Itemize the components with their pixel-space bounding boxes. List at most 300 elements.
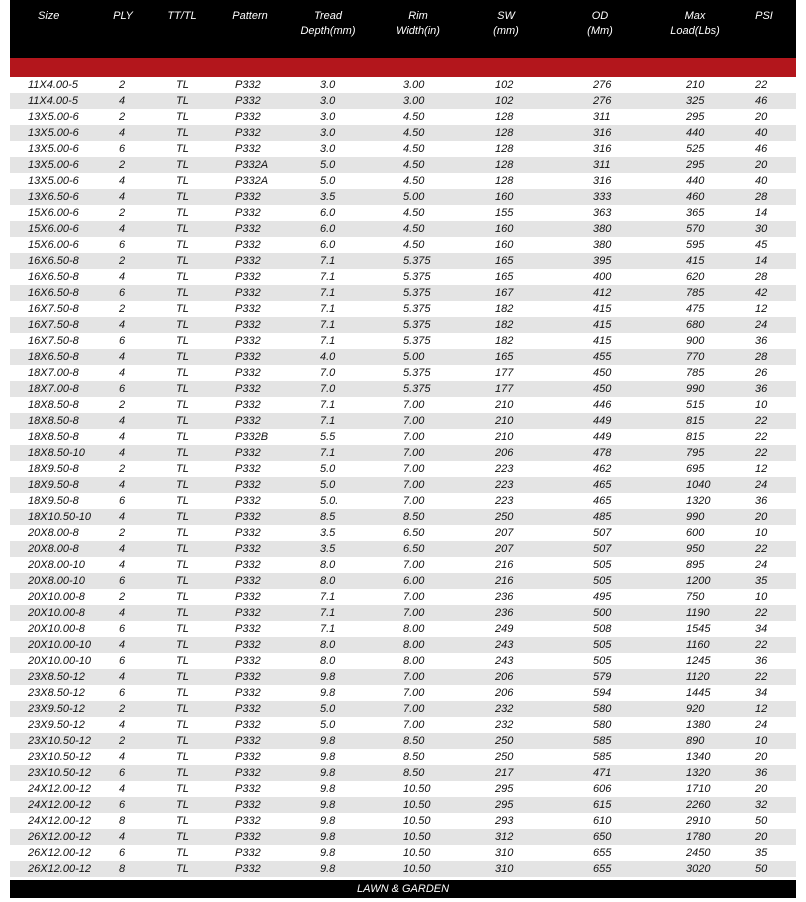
table-row (10, 93, 796, 109)
cell-size: 16X6.50-8 (28, 271, 79, 283)
cell-load: 695 (686, 463, 705, 475)
cell-tread: 5.0. (320, 495, 339, 507)
cell-size: 18X8.50-10 (28, 447, 85, 459)
cell-ply: 4 (119, 639, 126, 651)
cell-tt: TL (176, 511, 189, 523)
cell-tt: TL (176, 559, 189, 571)
table-row (10, 797, 796, 813)
cell-rim: 4.50 (403, 207, 425, 219)
cell-tt: TL (176, 463, 189, 475)
cell-sw: 177 (495, 383, 514, 395)
cell-ply: 4 (119, 447, 126, 459)
cell-ply: 6 (119, 799, 126, 811)
cell-tt: TL (176, 319, 189, 331)
cell-rim: 7.00 (403, 447, 425, 459)
cell-tt: TL (176, 639, 189, 651)
cell-psi: 22 (755, 415, 768, 427)
cell-load: 815 (686, 431, 705, 443)
cell-rim: 5.375 (403, 335, 431, 347)
cell-pattern: P332 (235, 639, 261, 651)
table-body (10, 77, 796, 877)
cell-pattern: P332A (235, 159, 269, 171)
cell-load: 680 (686, 319, 705, 331)
cell-pattern: P332 (235, 143, 261, 155)
table-row (10, 621, 796, 637)
cell-pattern: P332 (235, 863, 261, 875)
cell-tread: 9.8 (320, 735, 336, 747)
cell-psi: 46 (755, 95, 768, 107)
cell-size: 18X7.00-8 (28, 383, 79, 395)
cell-od: 580 (593, 719, 612, 731)
cell-load: 2450 (686, 847, 711, 859)
cell-ply: 4 (119, 95, 126, 107)
cell-sw: 210 (495, 431, 514, 443)
cell-tread: 7.1 (320, 591, 336, 603)
cell-tt: TL (176, 415, 189, 427)
cell-load: 1445 (686, 687, 711, 699)
cell-tread: 6.0 (320, 207, 336, 219)
cell-rim: 8.50 (403, 511, 425, 523)
cell-tread: 3.0 (320, 143, 336, 155)
cell-tread: 3.5 (320, 191, 336, 203)
cell-ply: 6 (119, 767, 126, 779)
cell-load: 1040 (686, 479, 711, 491)
table-row (10, 509, 796, 525)
cell-size: 23X10.50-12 (28, 735, 91, 747)
cell-psi: 42 (755, 287, 768, 299)
cell-rim: 7.00 (403, 591, 425, 603)
cell-tt: TL (176, 367, 189, 379)
cell-tt: TL (176, 543, 189, 555)
cell-sw: 128 (495, 111, 514, 123)
header-pattern: Pattern (232, 10, 268, 22)
cell-od: 311 (593, 159, 611, 171)
cell-load: 990 (686, 383, 705, 395)
cell-sw: 232 (495, 703, 514, 715)
cell-tt: TL (176, 735, 189, 747)
cell-size: 11X4.00-5 (28, 95, 78, 107)
cell-load: 475 (686, 303, 705, 315)
cell-tread: 4.0 (320, 351, 336, 363)
cell-ply: 6 (119, 287, 126, 299)
cell-od: 455 (593, 351, 612, 363)
cell-od: 471 (593, 767, 612, 779)
cell-rim: 5.375 (403, 367, 431, 379)
table-row (10, 685, 796, 701)
cell-tt: TL (176, 79, 189, 91)
cell-tt: TL (176, 95, 189, 107)
cell-sw: 223 (495, 463, 514, 475)
cell-od: 412 (593, 287, 612, 299)
cell-tt: TL (176, 127, 189, 139)
cell-ply: 2 (119, 703, 126, 715)
table-row (10, 781, 796, 797)
table-row (10, 397, 796, 413)
cell-tread: 5.0 (320, 159, 336, 171)
cell-size: 13X5.00-6 (28, 143, 79, 155)
cell-pattern: P332 (235, 463, 261, 475)
cell-tread: 7.1 (320, 287, 336, 299)
cell-tread: 7.1 (320, 399, 336, 411)
table-row (10, 669, 796, 685)
cell-size: 16X7.50-8 (28, 335, 79, 347)
cell-pattern: P332 (235, 767, 261, 779)
cell-tread: 9.8 (320, 799, 336, 811)
cell-sw: 223 (495, 495, 514, 507)
cell-ply: 4 (119, 319, 126, 331)
cell-rim: 8.00 (403, 639, 425, 651)
cell-sw: 310 (495, 863, 514, 875)
cell-psi: 50 (755, 863, 768, 875)
cell-size: 24X12.00-12 (28, 815, 91, 827)
cell-pattern: P332A (235, 175, 269, 187)
cell-load: 920 (686, 703, 705, 715)
table-row (10, 429, 796, 445)
cell-size: 16X6.50-8 (28, 287, 79, 299)
cell-sw: 243 (495, 639, 514, 651)
cell-od: 505 (593, 575, 612, 587)
cell-tread: 7.1 (320, 319, 336, 331)
cell-psi: 10 (755, 735, 768, 747)
cell-psi: 35 (755, 847, 768, 859)
cell-sw: 182 (495, 319, 514, 331)
cell-size: 23X9.50-12 (28, 719, 85, 731)
cell-od: 450 (593, 383, 612, 395)
cell-psi: 34 (755, 687, 768, 699)
cell-tread: 3.0 (320, 79, 336, 91)
cell-od: 500 (593, 607, 612, 619)
cell-rim: 4.50 (403, 111, 425, 123)
cell-psi: 45 (755, 239, 768, 251)
cell-rim: 7.00 (403, 463, 425, 475)
cell-size: 11X4.00-5 (28, 79, 78, 91)
cell-sw: 295 (495, 799, 514, 811)
table-row (10, 461, 796, 477)
cell-od: 276 (593, 95, 612, 107)
cell-size: 16X7.50-8 (28, 303, 79, 315)
cell-tread: 5.0 (320, 703, 336, 715)
cell-sw: 207 (495, 527, 514, 539)
table-row (10, 109, 796, 125)
cell-sw: 165 (495, 255, 514, 267)
cell-tread: 8.0 (320, 559, 336, 571)
cell-pattern: P332 (235, 847, 261, 859)
cell-od: 580 (593, 703, 612, 715)
cell-psi: 20 (755, 831, 768, 843)
cell-sw: 207 (495, 543, 514, 555)
cell-od: 585 (593, 751, 612, 763)
cell-tt: TL (176, 287, 189, 299)
cell-tread: 5.0 (320, 175, 336, 187)
cell-load: 1710 (686, 783, 711, 795)
cell-tt: TL (176, 847, 189, 859)
cell-tt: TL (176, 655, 189, 667)
table-row (10, 813, 796, 829)
cell-tread: 6.0 (320, 223, 336, 235)
cell-pattern: P332 (235, 303, 261, 315)
table-row (10, 749, 796, 765)
cell-rim: 7.00 (403, 415, 425, 427)
cell-pattern: P332 (235, 447, 261, 459)
cell-tread: 9.8 (320, 767, 336, 779)
cell-sw: 216 (495, 575, 514, 587)
cell-pattern: P332 (235, 671, 261, 683)
cell-od: 400 (593, 271, 612, 283)
cell-pattern: P332 (235, 591, 261, 603)
cell-pattern: P332 (235, 319, 261, 331)
table-row (10, 525, 796, 541)
cell-psi: 20 (755, 751, 768, 763)
table-row (10, 413, 796, 429)
cell-psi: 40 (755, 127, 768, 139)
cell-od: 415 (593, 335, 612, 347)
cell-ply: 2 (119, 735, 126, 747)
cell-load: 415 (686, 255, 705, 267)
cell-load: 210 (686, 79, 705, 91)
cell-psi: 12 (755, 703, 768, 715)
cell-size: 24X12.00-12 (28, 783, 91, 795)
cell-sw: 160 (495, 191, 514, 203)
header-psi: PSI (755, 10, 773, 22)
cell-pattern: P332 (235, 527, 261, 539)
cell-rim: 5.00 (403, 191, 425, 203)
header-rim-width (396, 9, 440, 39)
cell-load: 750 (686, 591, 705, 603)
table-row (10, 125, 796, 141)
cell-psi: 22 (755, 431, 768, 443)
cell-psi: 36 (755, 495, 768, 507)
cell-load: 1340 (686, 751, 711, 763)
cell-pattern: P332 (235, 223, 261, 235)
cell-size: 20X8.00-10 (28, 559, 85, 571)
cell-psi: 28 (755, 351, 768, 363)
cell-pattern: P332 (235, 607, 261, 619)
cell-ply: 4 (119, 479, 126, 491)
cell-pattern: P332 (235, 495, 261, 507)
cell-tread: 7.1 (320, 623, 336, 635)
header-max-load (670, 9, 720, 39)
cell-ply: 8 (119, 815, 126, 827)
footer-label: LAWN & GARDEN (10, 880, 796, 898)
cell-od: 495 (593, 591, 612, 603)
cell-sw: 243 (495, 655, 514, 667)
cell-od: 615 (593, 799, 612, 811)
cell-pattern: P332 (235, 623, 261, 635)
cell-psi: 30 (755, 223, 768, 235)
cell-tread: 3.0 (320, 127, 336, 139)
header-tread-depth (300, 9, 355, 39)
cell-pattern: P332 (235, 559, 261, 571)
cell-size: 15X6.00-6 (28, 239, 79, 251)
cell-load: 890 (686, 735, 705, 747)
cell-tt: TL (176, 175, 189, 187)
cell-sw: 249 (495, 623, 514, 635)
cell-tt: TL (176, 783, 189, 795)
cell-sw: 128 (495, 143, 514, 155)
cell-psi: 50 (755, 815, 768, 827)
cell-od: 316 (593, 175, 612, 187)
cell-od: 655 (593, 863, 612, 875)
cell-od: 276 (593, 79, 612, 91)
table-row (10, 77, 796, 93)
cell-od: 594 (593, 687, 612, 699)
cell-psi: 12 (755, 303, 768, 315)
cell-pattern: P332 (235, 735, 261, 747)
cell-ply: 4 (119, 431, 126, 443)
cell-rim: 7.00 (403, 495, 425, 507)
cell-load: 795 (686, 447, 705, 459)
cell-sw: 165 (495, 351, 514, 363)
cell-od: 380 (593, 239, 612, 251)
cell-tread: 9.8 (320, 687, 336, 699)
cell-tread: 3.0 (320, 111, 336, 123)
header-size: Size (38, 10, 60, 22)
table-row (10, 557, 796, 573)
cell-psi: 28 (755, 271, 768, 283)
cell-rim: 5.375 (403, 383, 431, 395)
cell-rim: 3.00 (403, 95, 425, 107)
header-sw-text: SW (mm) (493, 10, 519, 37)
cell-size: 13X5.00-6 (28, 127, 79, 139)
cell-size: 20X10.00-10 (28, 655, 91, 667)
cell-rim: 8.50 (403, 751, 425, 763)
cell-psi: 10 (755, 527, 768, 539)
cell-ply: 4 (119, 543, 126, 555)
cell-tt: TL (176, 719, 189, 731)
cell-psi: 36 (755, 335, 768, 347)
cell-od: 395 (593, 255, 612, 267)
cell-od: 478 (593, 447, 612, 459)
cell-tread: 9.8 (320, 783, 336, 795)
cell-sw: 206 (495, 671, 514, 683)
cell-tt: TL (176, 527, 189, 539)
cell-tread: 9.8 (320, 815, 336, 827)
cell-tread: 8.5 (320, 511, 336, 523)
cell-ply: 4 (119, 831, 126, 843)
cell-psi: 34 (755, 623, 768, 635)
table-row (10, 253, 796, 269)
cell-od: 380 (593, 223, 612, 235)
cell-tt: TL (176, 703, 189, 715)
table-row (10, 333, 796, 349)
table-row (10, 317, 796, 333)
cell-tt: TL (176, 607, 189, 619)
table-row (10, 269, 796, 285)
cell-sw: 128 (495, 175, 514, 187)
cell-tread: 7.1 (320, 255, 336, 267)
cell-psi: 12 (755, 463, 768, 475)
cell-sw: 295 (495, 783, 514, 795)
cell-ply: 6 (119, 623, 126, 635)
cell-rim: 6.00 (403, 575, 425, 587)
cell-rim: 7.00 (403, 703, 425, 715)
cell-load: 595 (686, 239, 705, 251)
cell-tt: TL (176, 255, 189, 267)
cell-load: 1545 (686, 623, 711, 635)
cell-size: 18X9.50-8 (28, 463, 79, 475)
cell-load: 325 (686, 95, 705, 107)
cell-tread: 5.0 (320, 719, 336, 731)
cell-size: 16X7.50-8 (28, 319, 79, 331)
cell-rim: 7.00 (403, 559, 425, 571)
cell-tt: TL (176, 399, 189, 411)
cell-tread: 5.0 (320, 463, 336, 475)
cell-psi: 22 (755, 447, 768, 459)
cell-od: 316 (593, 143, 612, 155)
cell-sw: 312 (495, 831, 514, 843)
table-row (10, 829, 796, 845)
cell-sw: 102 (495, 95, 514, 107)
cell-tread: 7.1 (320, 607, 336, 619)
cell-sw: 160 (495, 239, 514, 251)
cell-size: 23X10.50-12 (28, 767, 91, 779)
cell-rim: 10.50 (403, 783, 431, 795)
cell-rim: 7.00 (403, 671, 425, 683)
cell-ply: 4 (119, 783, 126, 795)
cell-ply: 8 (119, 863, 126, 875)
cell-tt: TL (176, 223, 189, 235)
cell-load: 1780 (686, 831, 711, 843)
table-row (10, 349, 796, 365)
table-row (10, 301, 796, 317)
cell-psi: 24 (755, 719, 768, 731)
cell-psi: 14 (755, 207, 768, 219)
header-sw (493, 9, 519, 39)
cell-pattern: P332 (235, 127, 261, 139)
cell-ply: 4 (119, 415, 126, 427)
cell-load: 3020 (686, 863, 711, 875)
cell-pattern: P332 (235, 79, 261, 91)
table-row (10, 605, 796, 621)
cell-ply: 2 (119, 207, 126, 219)
cell-psi: 26 (755, 367, 768, 379)
cell-sw: 217 (495, 767, 514, 779)
cell-rim: 7.00 (403, 607, 425, 619)
cell-tread: 9.8 (320, 847, 336, 859)
cell-sw: 310 (495, 847, 514, 859)
cell-load: 620 (686, 271, 705, 283)
cell-load: 460 (686, 191, 705, 203)
cell-tt: TL (176, 815, 189, 827)
cell-load: 950 (686, 543, 705, 555)
cell-ply: 6 (119, 847, 126, 859)
table-row (10, 589, 796, 605)
table-row (10, 653, 796, 669)
cell-tt: TL (176, 831, 189, 843)
cell-rim: 6.50 (403, 543, 425, 555)
cell-tt: TL (176, 351, 189, 363)
cell-od: 485 (593, 511, 612, 523)
cell-sw: 210 (495, 415, 514, 427)
cell-tread: 7.0 (320, 367, 336, 379)
table-row (10, 701, 796, 717)
cell-sw: 167 (495, 287, 514, 299)
cell-rim: 7.00 (403, 687, 425, 699)
cell-pattern: P332 (235, 415, 261, 427)
cell-rim: 8.00 (403, 655, 425, 667)
cell-od: 415 (593, 303, 612, 315)
cell-tread: 5.0 (320, 479, 336, 491)
table-row (10, 285, 796, 301)
cell-od: 507 (593, 527, 612, 539)
cell-size: 18X9.50-8 (28, 479, 79, 491)
cell-ply: 4 (119, 367, 126, 379)
cell-od: 465 (593, 479, 612, 491)
cell-ply: 4 (119, 671, 126, 683)
cell-rim: 7.00 (403, 719, 425, 731)
cell-ply: 2 (119, 79, 126, 91)
cell-tt: TL (176, 191, 189, 203)
